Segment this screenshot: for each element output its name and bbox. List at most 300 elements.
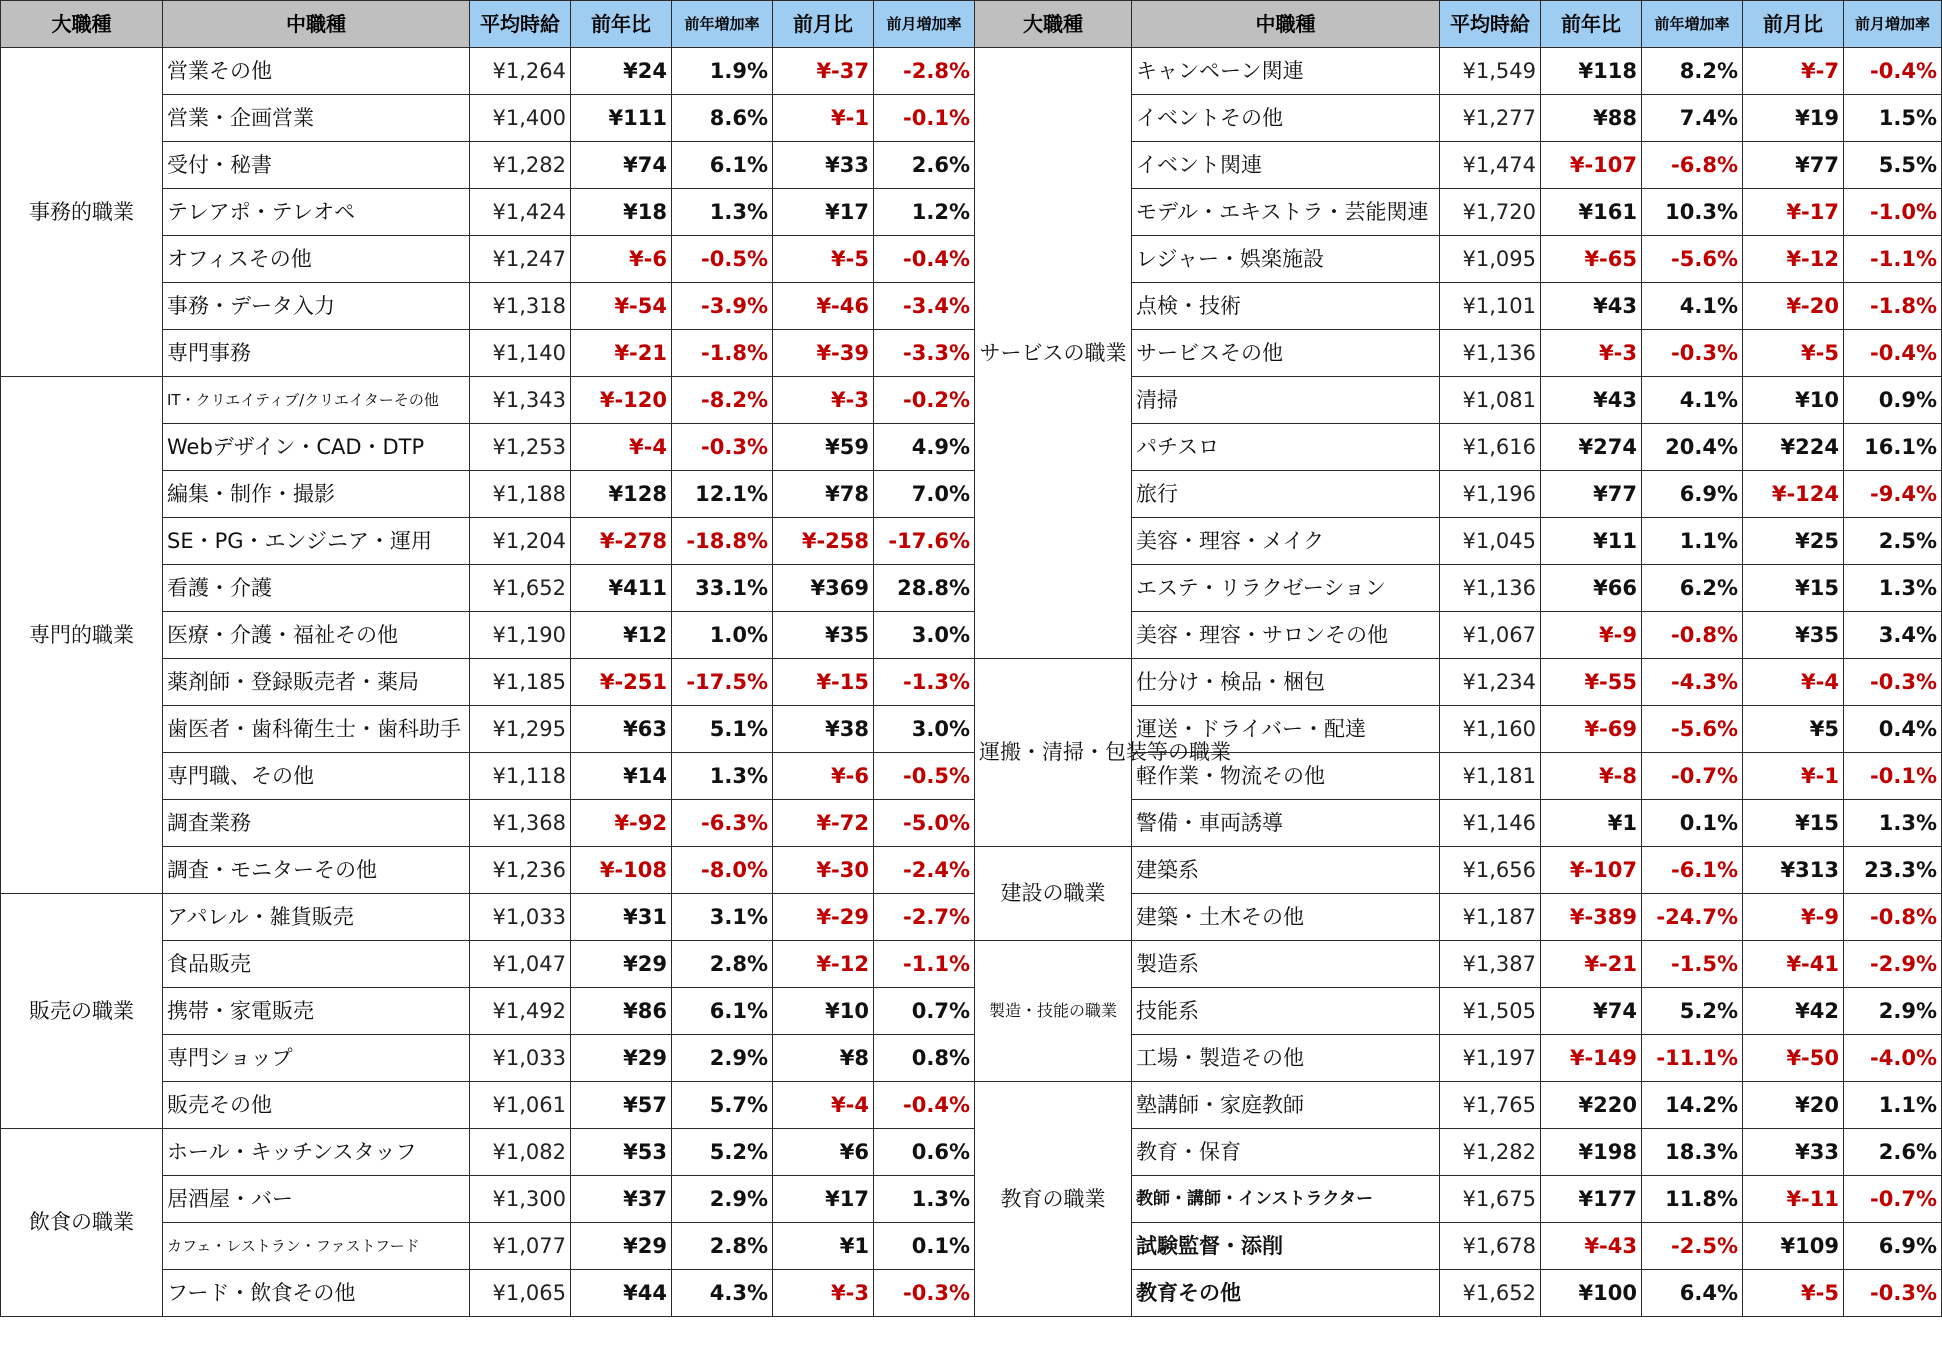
header-mom-left: 前月比	[773, 1, 874, 48]
yoy-diff: ¥29	[571, 1223, 672, 1270]
yoy-rate: 33.1%	[672, 565, 773, 612]
yoy-diff: ¥18	[571, 189, 672, 236]
mom-rate: 6.9%	[1844, 1223, 1942, 1270]
mom-diff: ¥-37	[773, 48, 874, 95]
mom-diff: ¥38	[773, 706, 874, 753]
mom-rate: 2.6%	[874, 142, 975, 189]
mom-diff: ¥59	[773, 424, 874, 471]
mom-diff: ¥369	[773, 565, 874, 612]
header-mom-right: 前月比	[1743, 1, 1844, 48]
yoy-rate: -18.8%	[672, 518, 773, 565]
mom-diff: ¥-7	[1743, 48, 1844, 95]
mom-rate: -1.1%	[1844, 236, 1942, 283]
yoy-diff: ¥-43	[1541, 1223, 1642, 1270]
mom-rate: -0.1%	[1844, 753, 1942, 800]
yoy-diff: ¥53	[571, 1129, 672, 1176]
yoy-diff: ¥29	[571, 1035, 672, 1082]
yoy-rate: 18.3%	[1642, 1129, 1743, 1176]
yoy-rate: 2.9%	[672, 1035, 773, 1082]
major-category-left: 飲食の職業	[1, 1129, 163, 1317]
job-name: 医療・介護・福祉その他	[163, 612, 470, 659]
major-category-left: 専門的職業	[1, 377, 163, 894]
yoy-rate: 6.9%	[1642, 471, 1743, 518]
yoy-rate: -2.5%	[1642, 1223, 1743, 1270]
mom-diff: ¥35	[773, 612, 874, 659]
mom-diff: ¥-124	[1743, 471, 1844, 518]
mom-rate: 0.8%	[874, 1035, 975, 1082]
mom-rate: 1.1%	[1844, 1082, 1942, 1129]
mom-rate: 1.3%	[874, 1176, 975, 1223]
avg-wage: ¥1,765	[1440, 1082, 1541, 1129]
yoy-rate: 7.4%	[1642, 95, 1743, 142]
avg-wage: ¥1,549	[1440, 48, 1541, 95]
mom-diff: ¥1	[773, 1223, 874, 1270]
job-name: 携帯・家電販売	[163, 988, 470, 1035]
job-name: 専門事務	[163, 330, 470, 377]
mom-diff: ¥77	[1743, 142, 1844, 189]
mom-rate: 1.3%	[1844, 565, 1942, 612]
table-row	[1, 95, 1942, 142]
yoy-rate: 5.2%	[672, 1129, 773, 1176]
table-row	[1, 377, 1942, 424]
job-name: エステ・リラクゼーション	[1132, 565, 1440, 612]
table-row	[1, 424, 1942, 471]
mom-rate: -9.4%	[1844, 471, 1942, 518]
yoy-diff: ¥11	[1541, 518, 1642, 565]
mom-rate: 2.5%	[1844, 518, 1942, 565]
avg-wage: ¥1,185	[470, 659, 571, 706]
yoy-rate: 4.3%	[672, 1270, 773, 1317]
yoy-diff: ¥-69	[1541, 706, 1642, 753]
mom-diff: ¥35	[1743, 612, 1844, 659]
job-name: 居酒屋・バー	[163, 1176, 470, 1223]
mom-diff: ¥-39	[773, 330, 874, 377]
mom-diff: ¥-12	[773, 941, 874, 988]
mom-diff: ¥17	[773, 1176, 874, 1223]
avg-wage: ¥1,197	[1440, 1035, 1541, 1082]
yoy-rate: 2.8%	[672, 1223, 773, 1270]
yoy-rate: 20.4%	[1642, 424, 1743, 471]
mom-diff: ¥8	[773, 1035, 874, 1082]
job-name: 調査業務	[163, 800, 470, 847]
table-row	[1, 518, 1942, 565]
avg-wage: ¥1,204	[470, 518, 571, 565]
mom-rate: 16.1%	[1844, 424, 1942, 471]
job-name: キャンペーン関連	[1132, 48, 1440, 95]
yoy-diff: ¥-21	[571, 330, 672, 377]
header-avg-left: 平均時給	[470, 1, 571, 48]
avg-wage: ¥1,045	[1440, 518, 1541, 565]
job-name: 販売その他	[163, 1082, 470, 1129]
job-name: 食品販売	[163, 941, 470, 988]
table-row	[1, 659, 1942, 706]
mom-diff: ¥-15	[773, 659, 874, 706]
job-name: アパレル・雑貨販売	[163, 894, 470, 941]
yoy-rate: -1.5%	[1642, 941, 1743, 988]
avg-wage: ¥1,236	[470, 847, 571, 894]
mom-diff: ¥17	[773, 189, 874, 236]
yoy-rate: -6.8%	[1642, 142, 1743, 189]
yoy-diff: ¥198	[1541, 1129, 1642, 1176]
avg-wage: ¥1,095	[1440, 236, 1541, 283]
job-name: カフェ・レストラン・ファストフード	[163, 1223, 470, 1270]
job-name: 旅行	[1132, 471, 1440, 518]
mom-rate: 7.0%	[874, 471, 975, 518]
yoy-rate: -24.7%	[1642, 894, 1743, 941]
job-name: 専門職、その他	[163, 753, 470, 800]
yoy-diff: ¥14	[571, 753, 672, 800]
avg-wage: ¥1,368	[470, 800, 571, 847]
header-avg-right: 平均時給	[1440, 1, 1541, 48]
job-name: 薬剤師・登録販売者・薬局	[163, 659, 470, 706]
mom-diff: ¥224	[1743, 424, 1844, 471]
job-name: 塾講師・家庭教師	[1132, 1082, 1440, 1129]
job-name: ホール・キッチンスタッフ	[163, 1129, 470, 1176]
mom-rate: -0.4%	[874, 236, 975, 283]
avg-wage: ¥1,047	[470, 941, 571, 988]
job-name: 警備・車両誘導	[1132, 800, 1440, 847]
job-name: 美容・理容・メイク	[1132, 518, 1440, 565]
avg-wage: ¥1,136	[1440, 565, 1541, 612]
header-minor-left: 中職種	[163, 1, 470, 48]
table-row	[1, 612, 1942, 659]
yoy-diff: ¥29	[571, 941, 672, 988]
job-name: 製造系	[1132, 941, 1440, 988]
yoy-diff: ¥128	[571, 471, 672, 518]
job-name: 編集・制作・撮影	[163, 471, 470, 518]
mom-diff: ¥5	[1743, 706, 1844, 753]
avg-wage: ¥1,061	[470, 1082, 571, 1129]
yoy-diff: ¥-4	[571, 424, 672, 471]
yoy-rate: 1.0%	[672, 612, 773, 659]
mom-diff: ¥10	[773, 988, 874, 1035]
avg-wage: ¥1,190	[470, 612, 571, 659]
table-row	[1, 1129, 1942, 1176]
yoy-rate: -11.1%	[1642, 1035, 1743, 1082]
yoy-diff: ¥-278	[571, 518, 672, 565]
yoy-rate: -4.3%	[1642, 659, 1743, 706]
job-name: テレアポ・テレオペ	[163, 189, 470, 236]
job-name: 試験監督・添削	[1132, 1223, 1440, 1270]
mom-rate: -0.2%	[874, 377, 975, 424]
yoy-rate: 6.4%	[1642, 1270, 1743, 1317]
mom-rate: 1.5%	[1844, 95, 1942, 142]
mom-diff: ¥-5	[1743, 330, 1844, 377]
mom-rate: -0.3%	[1844, 659, 1942, 706]
yoy-rate: 4.1%	[1642, 377, 1743, 424]
job-name: 運送・ドライバー・配達	[1132, 706, 1440, 753]
table-row	[1, 189, 1942, 236]
mom-diff: ¥-46	[773, 283, 874, 330]
avg-wage: ¥1,295	[470, 706, 571, 753]
table-row	[1, 330, 1942, 377]
avg-wage: ¥1,474	[1440, 142, 1541, 189]
avg-wage: ¥1,160	[1440, 706, 1541, 753]
job-name: 点検・技術	[1132, 283, 1440, 330]
yoy-diff: ¥-9	[1541, 612, 1642, 659]
mom-diff: ¥-29	[773, 894, 874, 941]
mom-diff: ¥-4	[1743, 659, 1844, 706]
yoy-diff: ¥44	[571, 1270, 672, 1317]
avg-wage: ¥1,318	[470, 283, 571, 330]
yoy-diff: ¥-149	[1541, 1035, 1642, 1082]
table-body	[1, 48, 1942, 1317]
yoy-rate: -0.5%	[672, 236, 773, 283]
mom-diff: ¥33	[773, 142, 874, 189]
yoy-diff: ¥-107	[1541, 142, 1642, 189]
yoy-diff: ¥57	[571, 1082, 672, 1129]
yoy-diff: ¥37	[571, 1176, 672, 1223]
yoy-diff: ¥12	[571, 612, 672, 659]
header-yoy-left: 前年比	[571, 1, 672, 48]
mom-diff: ¥-4	[773, 1082, 874, 1129]
mom-rate: -1.8%	[1844, 283, 1942, 330]
mom-diff: ¥-30	[773, 847, 874, 894]
yoy-rate: -1.8%	[672, 330, 773, 377]
avg-wage: ¥1,067	[1440, 612, 1541, 659]
table-row	[1, 988, 1942, 1035]
header-yoy-rate-left: 前年増加率	[672, 1, 773, 48]
table-row	[1, 1176, 1942, 1223]
yoy-diff: ¥74	[1541, 988, 1642, 1035]
avg-wage: ¥1,188	[470, 471, 571, 518]
mom-rate: 3.0%	[874, 612, 975, 659]
yoy-rate: -5.6%	[1642, 706, 1743, 753]
mom-rate: 1.3%	[1844, 800, 1942, 847]
yoy-rate: 12.1%	[672, 471, 773, 518]
avg-wage: ¥1,081	[1440, 377, 1541, 424]
mom-rate: -0.7%	[1844, 1176, 1942, 1223]
yoy-rate: -6.3%	[672, 800, 773, 847]
yoy-diff: ¥-3	[1541, 330, 1642, 377]
yoy-diff: ¥-120	[571, 377, 672, 424]
mom-diff: ¥-3	[773, 1270, 874, 1317]
yoy-diff: ¥161	[1541, 189, 1642, 236]
yoy-rate: 14.2%	[1642, 1082, 1743, 1129]
avg-wage: ¥1,253	[470, 424, 571, 471]
job-name: 営業その他	[163, 48, 470, 95]
avg-wage: ¥1,082	[470, 1129, 571, 1176]
table-row	[1, 1270, 1942, 1317]
mom-diff: ¥313	[1743, 847, 1844, 894]
yoy-diff: ¥88	[1541, 95, 1642, 142]
yoy-rate: 6.2%	[1642, 565, 1743, 612]
mom-rate: -2.7%	[874, 894, 975, 941]
mom-rate: 0.4%	[1844, 706, 1942, 753]
mom-diff: ¥-17	[1743, 189, 1844, 236]
job-name: 教育・保育	[1132, 1129, 1440, 1176]
job-name: モデル・エキストラ・芸能関連	[1132, 189, 1440, 236]
yoy-diff: ¥100	[1541, 1270, 1642, 1317]
job-name: イベントその他	[1132, 95, 1440, 142]
avg-wage: ¥1,065	[470, 1270, 571, 1317]
job-name: イベント関連	[1132, 142, 1440, 189]
avg-wage: ¥1,181	[1440, 753, 1541, 800]
yoy-rate: 5.2%	[1642, 988, 1743, 1035]
mom-diff: ¥109	[1743, 1223, 1844, 1270]
yoy-diff: ¥66	[1541, 565, 1642, 612]
yoy-rate: -0.3%	[1642, 330, 1743, 377]
yoy-rate: 1.1%	[1642, 518, 1743, 565]
yoy-diff: ¥-92	[571, 800, 672, 847]
avg-wage: ¥1,264	[470, 48, 571, 95]
job-name: 調査・モニターその他	[163, 847, 470, 894]
avg-wage: ¥1,146	[1440, 800, 1541, 847]
yoy-rate: 5.1%	[672, 706, 773, 753]
yoy-rate: 5.7%	[672, 1082, 773, 1129]
mom-rate: 0.1%	[874, 1223, 975, 1270]
table-row	[1, 753, 1942, 800]
mom-rate: 4.9%	[874, 424, 975, 471]
job-name: パチスロ	[1132, 424, 1440, 471]
mom-diff: ¥19	[1743, 95, 1844, 142]
table-row	[1, 706, 1942, 753]
major-category-right: 運搬・清掃・包装等の職業	[975, 659, 1132, 847]
mom-rate: -0.3%	[874, 1270, 975, 1317]
avg-wage: ¥1,652	[470, 565, 571, 612]
mom-rate: -2.9%	[1844, 941, 1942, 988]
yoy-diff: ¥74	[571, 142, 672, 189]
mom-rate: -0.4%	[1844, 330, 1942, 377]
mom-diff: ¥6	[773, 1129, 874, 1176]
job-name: フード・飲食その他	[163, 1270, 470, 1317]
table-row	[1, 941, 1942, 988]
job-name: Webデザイン・CAD・DTP	[163, 424, 470, 471]
yoy-rate: -8.0%	[672, 847, 773, 894]
mom-diff: ¥-1	[1743, 753, 1844, 800]
yoy-diff: ¥-54	[571, 283, 672, 330]
yoy-rate: -3.9%	[672, 283, 773, 330]
table-row	[1, 283, 1942, 330]
job-name: 建築・土木その他	[1132, 894, 1440, 941]
mom-rate: 3.0%	[874, 706, 975, 753]
major-category-right: 製造・技能の職業	[975, 941, 1132, 1082]
mom-rate: 0.6%	[874, 1129, 975, 1176]
avg-wage: ¥1,136	[1440, 330, 1541, 377]
yoy-diff: ¥-251	[571, 659, 672, 706]
table-row	[1, 1223, 1942, 1270]
mom-diff: ¥33	[1743, 1129, 1844, 1176]
major-category-left: 事務的職業	[1, 48, 163, 377]
mom-rate: 28.8%	[874, 565, 975, 612]
avg-wage: ¥1,101	[1440, 283, 1541, 330]
job-name: オフィスその他	[163, 236, 470, 283]
yoy-diff: ¥177	[1541, 1176, 1642, 1223]
yoy-rate: 3.1%	[672, 894, 773, 941]
yoy-rate: 6.1%	[672, 142, 773, 189]
mom-diff: ¥-3	[773, 377, 874, 424]
mom-diff: ¥-5	[1743, 1270, 1844, 1317]
mom-diff: ¥-258	[773, 518, 874, 565]
mom-rate: 1.2%	[874, 189, 975, 236]
avg-wage: ¥1,656	[1440, 847, 1541, 894]
job-name: 清掃	[1132, 377, 1440, 424]
avg-wage: ¥1,343	[470, 377, 571, 424]
mom-rate: 0.9%	[1844, 377, 1942, 424]
yoy-diff: ¥-8	[1541, 753, 1642, 800]
avg-wage: ¥1,277	[1440, 95, 1541, 142]
header-minor-right: 中職種	[1132, 1, 1440, 48]
yoy-diff: ¥43	[1541, 377, 1642, 424]
mom-diff: ¥-1	[773, 95, 874, 142]
mom-rate: -3.3%	[874, 330, 975, 377]
yoy-rate: 10.3%	[1642, 189, 1743, 236]
avg-wage: ¥1,247	[470, 236, 571, 283]
avg-wage: ¥1,118	[470, 753, 571, 800]
yoy-rate: 8.2%	[1642, 48, 1743, 95]
yoy-diff: ¥-6	[571, 236, 672, 283]
mom-diff: ¥15	[1743, 565, 1844, 612]
mom-rate: 3.4%	[1844, 612, 1942, 659]
yoy-diff: ¥220	[1541, 1082, 1642, 1129]
avg-wage: ¥1,234	[1440, 659, 1541, 706]
mom-diff: ¥10	[1743, 377, 1844, 424]
avg-wage: ¥1,492	[470, 988, 571, 1035]
major-category-right: 建設の職業	[975, 847, 1132, 941]
job-name: 美容・理容・サロンその他	[1132, 612, 1440, 659]
avg-wage: ¥1,424	[470, 189, 571, 236]
yoy-rate: 8.6%	[672, 95, 773, 142]
yoy-diff: ¥111	[571, 95, 672, 142]
table-row	[1, 847, 1942, 894]
avg-wage: ¥1,033	[470, 894, 571, 941]
table-row	[1, 894, 1942, 941]
mom-rate: -0.8%	[1844, 894, 1942, 941]
header-major-left: 大職種	[1, 1, 163, 48]
yoy-diff: ¥118	[1541, 48, 1642, 95]
avg-wage: ¥1,077	[470, 1223, 571, 1270]
job-name: 軽作業・物流その他	[1132, 753, 1440, 800]
job-name: 建築系	[1132, 847, 1440, 894]
job-name: IT・クリエイティブ/クリエイターその他	[163, 377, 470, 424]
mom-rate: -0.1%	[874, 95, 975, 142]
table-row	[1, 471, 1942, 518]
yoy-rate: -8.2%	[672, 377, 773, 424]
table-row	[1, 236, 1942, 283]
avg-wage: ¥1,720	[1440, 189, 1541, 236]
table-row	[1, 800, 1942, 847]
yoy-rate: 2.8%	[672, 941, 773, 988]
job-name: 歯医者・歯科衛生士・歯科助手	[163, 706, 470, 753]
yoy-rate: -5.6%	[1642, 236, 1743, 283]
yoy-rate: -17.5%	[672, 659, 773, 706]
mom-rate: -0.3%	[1844, 1270, 1942, 1317]
header-mom-rate-right: 前月増加率	[1844, 1, 1942, 48]
major-category-right: サービスの職業	[975, 48, 1132, 659]
yoy-rate: 6.1%	[672, 988, 773, 1035]
avg-wage: ¥1,387	[1440, 941, 1541, 988]
mom-rate: -3.4%	[874, 283, 975, 330]
mom-diff: ¥-50	[1743, 1035, 1844, 1082]
header-mom-rate-left: 前月増加率	[874, 1, 975, 48]
mom-rate: -1.1%	[874, 941, 975, 988]
avg-wage: ¥1,675	[1440, 1176, 1541, 1223]
yoy-rate: -0.7%	[1642, 753, 1743, 800]
yoy-diff: ¥77	[1541, 471, 1642, 518]
yoy-diff: ¥1	[1541, 800, 1642, 847]
mom-diff: ¥-6	[773, 753, 874, 800]
job-name: 受付・秘書	[163, 142, 470, 189]
mom-diff: ¥15	[1743, 800, 1844, 847]
job-name: 教育その他	[1132, 1270, 1440, 1317]
mom-rate: -0.5%	[874, 753, 975, 800]
job-name: レジャー・娯楽施設	[1132, 236, 1440, 283]
mom-diff: ¥20	[1743, 1082, 1844, 1129]
mom-diff: ¥-5	[773, 236, 874, 283]
job-name: SE・PG・エンジニア・運用	[163, 518, 470, 565]
major-category-left: 販売の職業	[1, 894, 163, 1129]
table-row	[1, 48, 1942, 95]
